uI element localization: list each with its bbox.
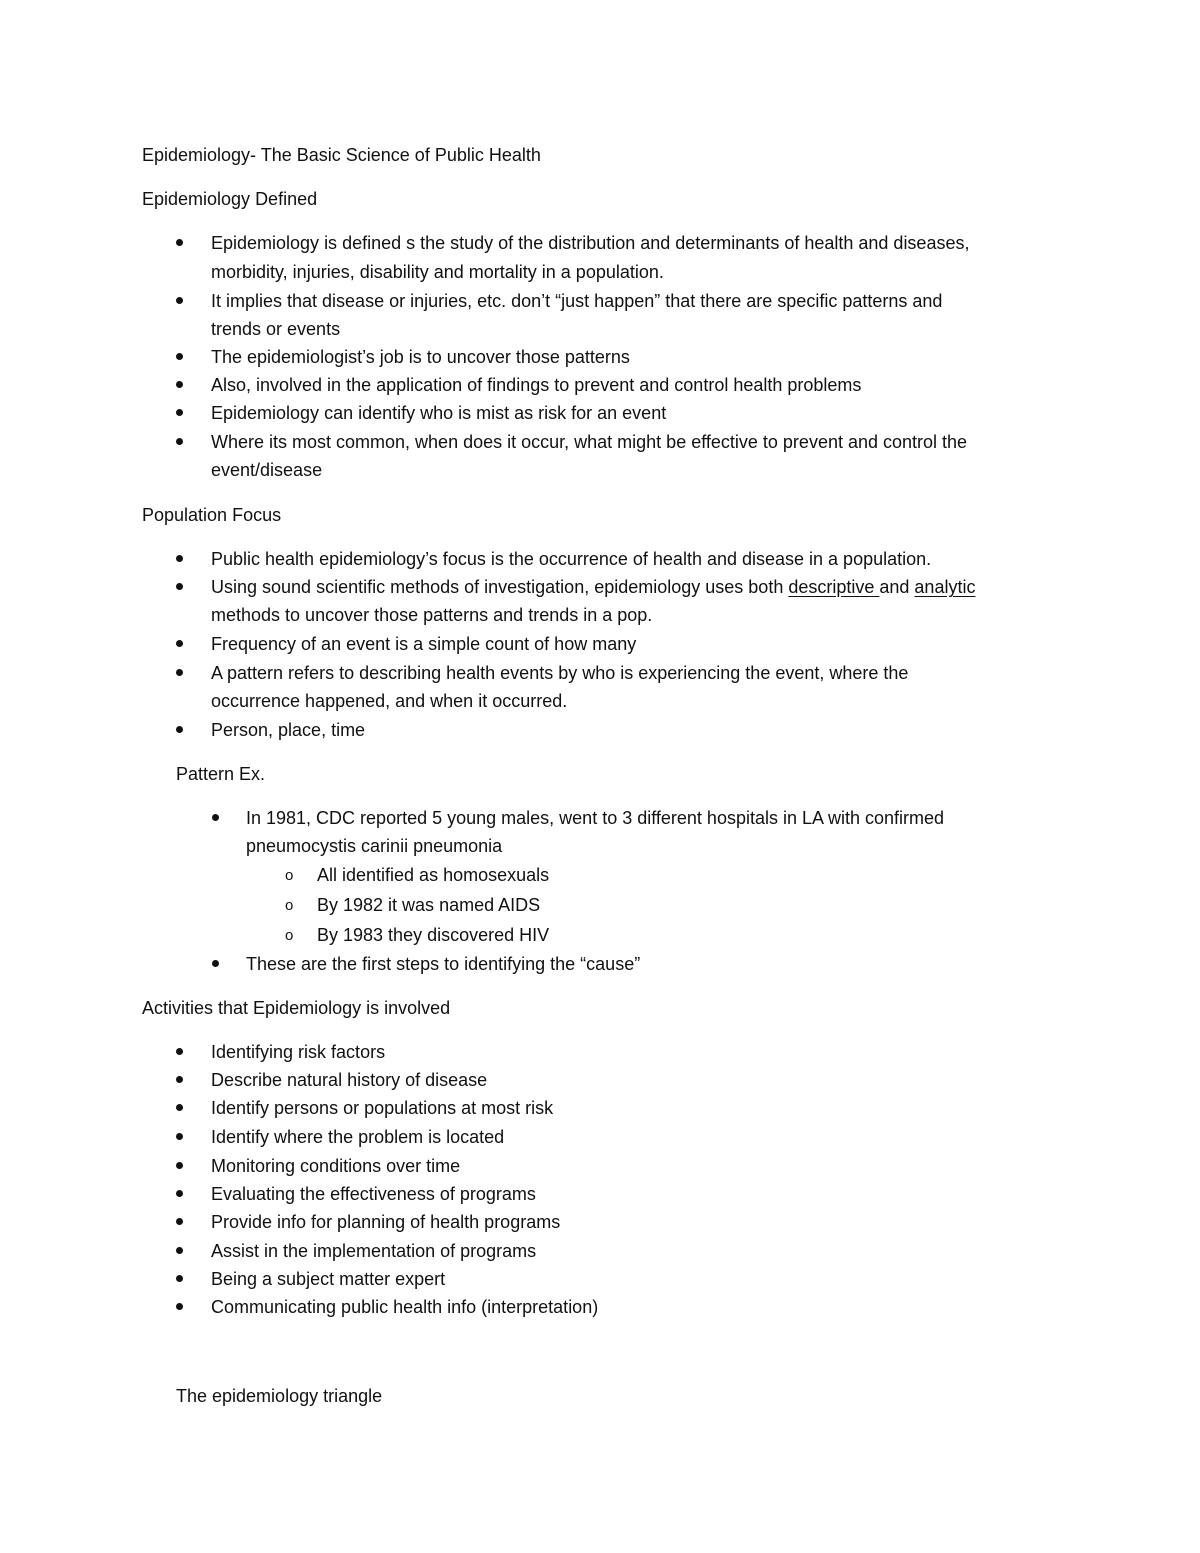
list-item: Assist in the implementation of programs [211,1241,537,1261]
list-item [211,573,975,601]
list-item: These are the first steps to identifying the “cause” [246,954,641,974]
section-heading-activities: Activities that Epidemiology is involved [142,998,451,1018]
sub-list-item: By 1982 it was named AIDS [317,895,541,915]
list-item: Describe natural history of disease [211,1070,488,1090]
list-item-continuation: event/disease [211,460,323,480]
sub-bullet-icon: o [285,867,294,884]
text-run: and [879,577,915,597]
bullet-icon [212,960,219,967]
bullet-icon [176,726,183,733]
list-item-continuation: occurrence happened, and when it occurred. [211,691,568,711]
list-item-continuation: trends or events [211,319,341,339]
list-item: Where its most common, when does it occur, what might be effective to prevent and control the [211,432,968,452]
bullet-icon [176,353,183,360]
bullet-icon [176,1247,183,1254]
bullet-icon [176,1133,183,1140]
list-item: Also, involved in the application of findings to prevent and control health problems [211,375,862,395]
list-item-continuation: morbidity, injuries, disability and mortality in a population. [211,262,664,282]
underlined-term-analytic: analytic [914,577,976,597]
list-item: The epidemiologist’s job is to uncover those patterns [211,347,630,367]
list-item: Epidemiology is defined s the study of the distribution and determinants of health and diseases, [211,233,970,253]
bullet-icon [176,1104,183,1111]
bullet-icon [176,555,183,562]
list-item: Monitoring conditions over time [211,1156,461,1176]
list-item: Being a subject matter expert [211,1269,446,1289]
list-item: Identify where the problem is located [211,1127,505,1147]
text-run: Using sound scientific methods of investigation, epidemiology uses both [211,577,789,597]
sub-list-item: All identified as homosexuals [317,865,550,885]
bullet-icon [176,1162,183,1169]
sub-bullet-icon: o [285,927,294,944]
section-heading-pattern: Pattern Ex. [176,764,266,784]
bullet-icon [176,409,183,416]
list-item: Provide info for planning of health programs [211,1212,561,1232]
list-item-continuation: pneumocystis carinii pneumonia [246,836,503,856]
list-item: Identifying risk factors [211,1042,386,1062]
sub-list-item: By 1983 they discovered HIV [317,925,550,945]
list-item: In 1981, CDC reported 5 young males, went to 3 different hospitals in LA with confirmed [246,808,945,828]
bullet-icon [176,640,183,647]
bullet-icon [176,239,183,246]
bullet-icon [176,1303,183,1310]
list-item: Public health epidemiology’s focus is the occurrence of health and disease in a population. [211,549,932,569]
bullet-icon [176,1275,183,1282]
bullet-icon [176,297,183,304]
list-item: It implies that disease or injuries, etc. don’t “just happen” that there are specific patterns and [211,291,943,311]
bullet-icon [176,1048,183,1055]
document-title: Epidemiology- The Basic Science of Public Health [142,145,541,165]
list-item: Communicating public health info (interpretation) [211,1297,599,1317]
section-heading-defined: Epidemiology Defined [142,189,318,209]
bullet-icon [176,1218,183,1225]
list-item: Person, place, time [211,720,366,740]
list-item-continuation: methods to uncover those patterns and trends in a pop. [211,605,653,625]
sub-bullet-icon: o [285,897,294,914]
list-item: Epidemiology can identify who is mist as risk for an event [211,403,667,423]
section-heading-population: Population Focus [142,505,282,525]
list-item: Evaluating the effectiveness of programs [211,1184,536,1204]
bullet-icon [176,381,183,388]
underlined-term-descriptive: descriptive [788,577,880,597]
bullet-icon [176,669,183,676]
bullet-icon [176,583,183,590]
list-item: Identify persons or populations at most risk [211,1098,554,1118]
bullet-icon [176,438,183,445]
list-item: Frequency of an event is a simple count of how many [211,634,637,654]
bullet-icon [176,1190,183,1197]
bullet-icon [176,1076,183,1083]
list-item: A pattern refers to describing health events by who is experiencing the event, where the [211,663,909,683]
bullet-icon [212,814,219,821]
section-heading-triangle: The epidemiology triangle [176,1386,383,1406]
